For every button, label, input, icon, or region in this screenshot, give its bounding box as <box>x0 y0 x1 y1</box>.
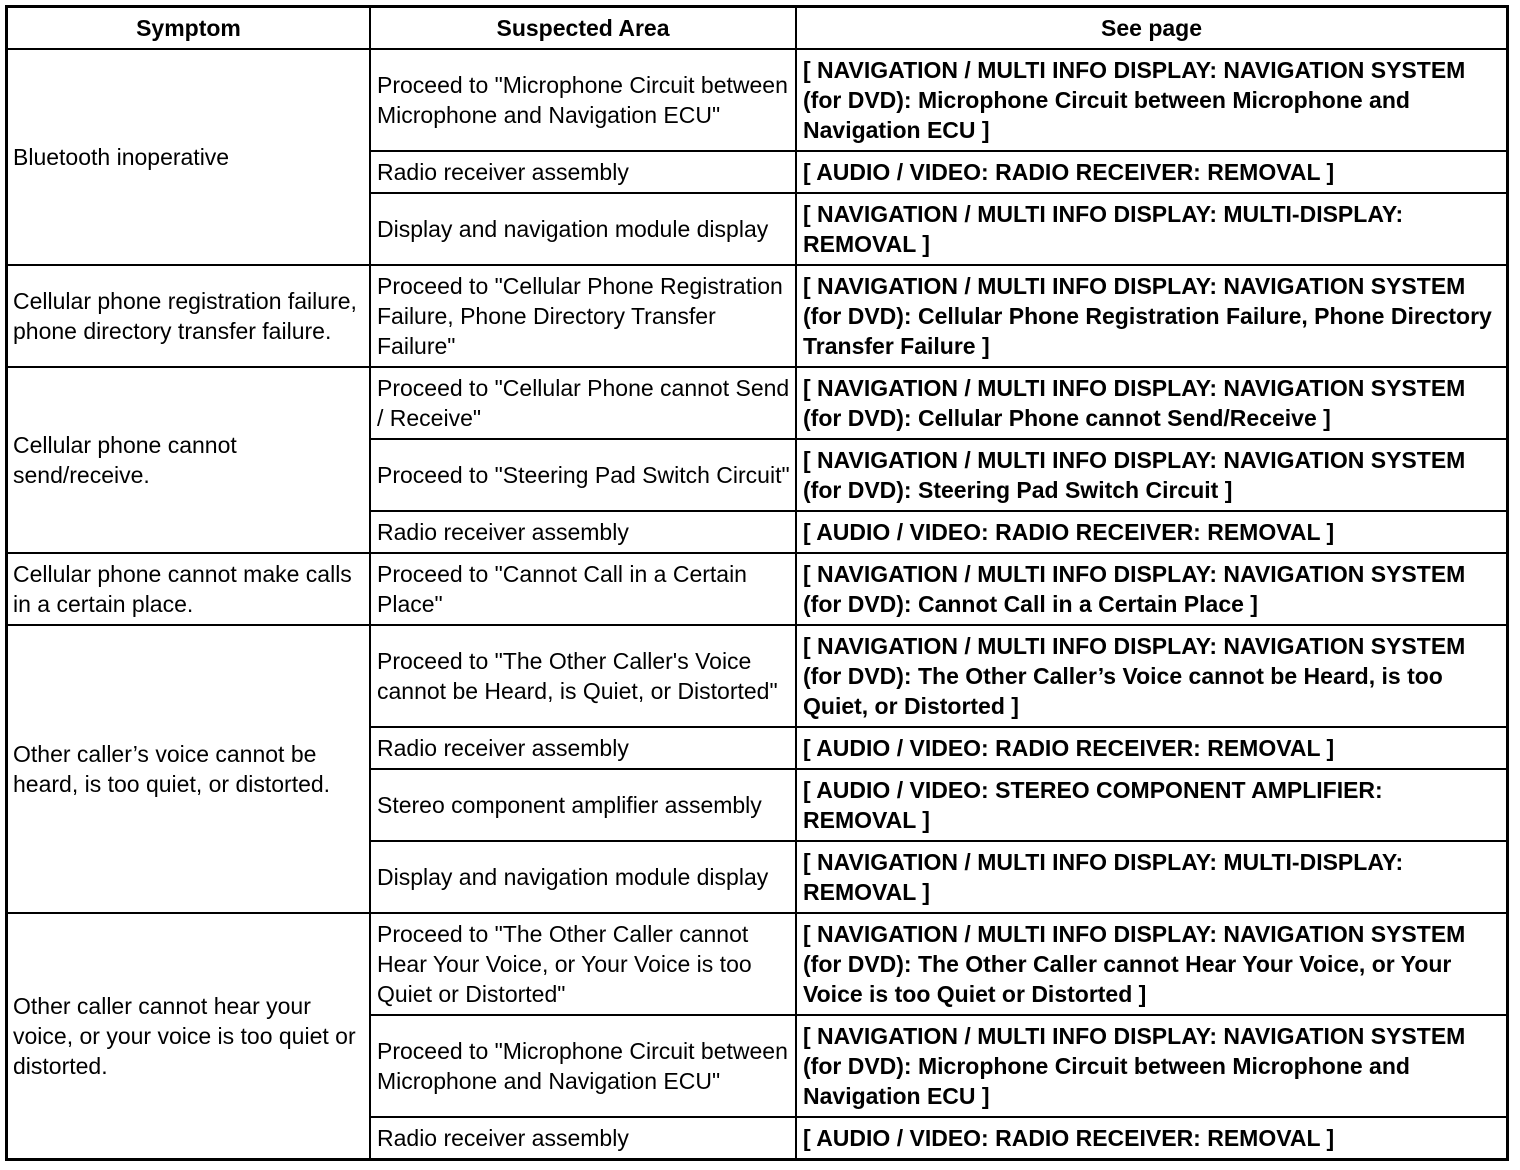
suspected-area-cell: Proceed to "Microphone Circuit between Microphone and Navigation ECU" <box>370 49 796 151</box>
symptom-cell: Other caller cannot hear your voice, or your voice is too quiet or distorted. <box>7 913 370 1159</box>
suspected-area-cell: Radio receiver assembly <box>370 727 796 769</box>
symptom-cell: Cellular phone cannot send/receive. <box>7 367 370 553</box>
see-page-link[interactable]: [ NAVIGATION / MULTI INFO DISPLAY: NAVIGATION SYSTEM (for DVD): Steering Pad Switch Circuit ] <box>796 439 1507 511</box>
suspected-area-cell: Proceed to "The Other Caller's Voice cannot be Heard, is Quiet, or Distorted" <box>370 625 796 727</box>
suspected-area-cell: Proceed to "Cellular Phone cannot Send / Receive" <box>370 367 796 439</box>
suspected-area-cell: Proceed to "The Other Caller cannot Hear Your Voice, or Your Voice is too Quiet or Distorted" <box>370 913 796 1015</box>
suspected-area-cell: Display and navigation module display <box>370 841 796 913</box>
table-row <box>7 553 1507 625</box>
suspected-area-cell: Radio receiver assembly <box>370 151 796 193</box>
symptom-cell: Cellular phone cannot make calls in a certain place. <box>7 553 370 625</box>
table-body <box>7 49 1507 1159</box>
see-page-link[interactable]: [ NAVIGATION / MULTI INFO DISPLAY: MULTI-DISPLAY: REMOVAL ] <box>796 841 1507 913</box>
see-page-link[interactable]: [ NAVIGATION / MULTI INFO DISPLAY: NAVIGATION SYSTEM (for DVD): The Other Caller’s Voice cannot be Heard, is too Quiet, or Distorted ] <box>796 625 1507 727</box>
see-page-link[interactable]: [ AUDIO / VIDEO: RADIO RECEIVER: REMOVAL ] <box>796 1117 1507 1159</box>
suspected-area-cell: Proceed to "Cannot Call in a Certain Place" <box>370 553 796 625</box>
see-page-link[interactable]: [ NAVIGATION / MULTI INFO DISPLAY: NAVIGATION SYSTEM (for DVD): Cellular Phone cannot Send/Receive ] <box>796 367 1507 439</box>
suspected-area-cell: Proceed to "Cellular Phone Registration Failure, Phone Directory Transfer Failure" <box>370 265 796 367</box>
header-suspected-area: Suspected Area <box>370 7 796 49</box>
see-page-link[interactable]: [ AUDIO / VIDEO: STEREO COMPONENT AMPLIFIER: REMOVAL ] <box>796 769 1507 841</box>
symptom-table <box>6 6 1508 1160</box>
suspected-area-cell: Stereo component amplifier assembly <box>370 769 796 841</box>
see-page-link[interactable]: [ NAVIGATION / MULTI INFO DISPLAY: NAVIGATION SYSTEM (for DVD): Cannot Call in a Certain Place ] <box>796 553 1507 625</box>
suspected-area-cell: Proceed to "Microphone Circuit between Microphone and Navigation ECU" <box>370 1015 796 1117</box>
table-row <box>7 367 1507 439</box>
suspected-area-cell: Radio receiver assembly <box>370 1117 796 1159</box>
symptom-cell: Cellular phone registration failure, phone directory transfer failure. <box>7 265 370 367</box>
symptom-cell: Bluetooth inoperative <box>7 49 370 265</box>
table-row <box>7 265 1507 367</box>
table-row <box>7 913 1507 1015</box>
see-page-link[interactable]: [ NAVIGATION / MULTI INFO DISPLAY: NAVIGATION SYSTEM (for DVD): Microphone Circuit between Microphone and Navigation ECU ] <box>796 1015 1507 1117</box>
see-page-link[interactable]: [ AUDIO / VIDEO: RADIO RECEIVER: REMOVAL ] <box>796 151 1507 193</box>
see-page-link[interactable]: [ AUDIO / VIDEO: RADIO RECEIVER: REMOVAL ] <box>796 727 1507 769</box>
header-symptom: Symptom <box>7 7 370 49</box>
table-row <box>7 625 1507 727</box>
suspected-area-cell: Display and navigation module display <box>370 193 796 265</box>
table-header-row <box>7 7 1507 49</box>
see-page-link[interactable]: [ AUDIO / VIDEO: RADIO RECEIVER: REMOVAL ] <box>796 511 1507 553</box>
see-page-link[interactable]: [ NAVIGATION / MULTI INFO DISPLAY: NAVIGATION SYSTEM (for DVD): The Other Caller cannot Hear Your Voice, or Your Voice is too Quiet or Distorted ] <box>796 913 1507 1015</box>
see-page-link[interactable]: [ NAVIGATION / MULTI INFO DISPLAY: MULTI-DISPLAY: REMOVAL ] <box>796 193 1507 265</box>
symptom-cell: Other caller’s voice cannot be heard, is too quiet, or distorted. <box>7 625 370 913</box>
suspected-area-cell: Radio receiver assembly <box>370 511 796 553</box>
header-see-page: See page <box>796 7 1507 49</box>
table-row <box>7 49 1507 151</box>
see-page-link[interactable]: [ NAVIGATION / MULTI INFO DISPLAY: NAVIGATION SYSTEM (for DVD): Microphone Circuit between Microphone and Navigation ECU ] <box>796 49 1507 151</box>
see-page-link[interactable]: [ NAVIGATION / MULTI INFO DISPLAY: NAVIGATION SYSTEM (for DVD): Cellular Phone Registration Failure, Phone Directory Transfer Failure ] <box>796 265 1507 367</box>
suspected-area-cell: Proceed to "Steering Pad Switch Circuit" <box>370 439 796 511</box>
